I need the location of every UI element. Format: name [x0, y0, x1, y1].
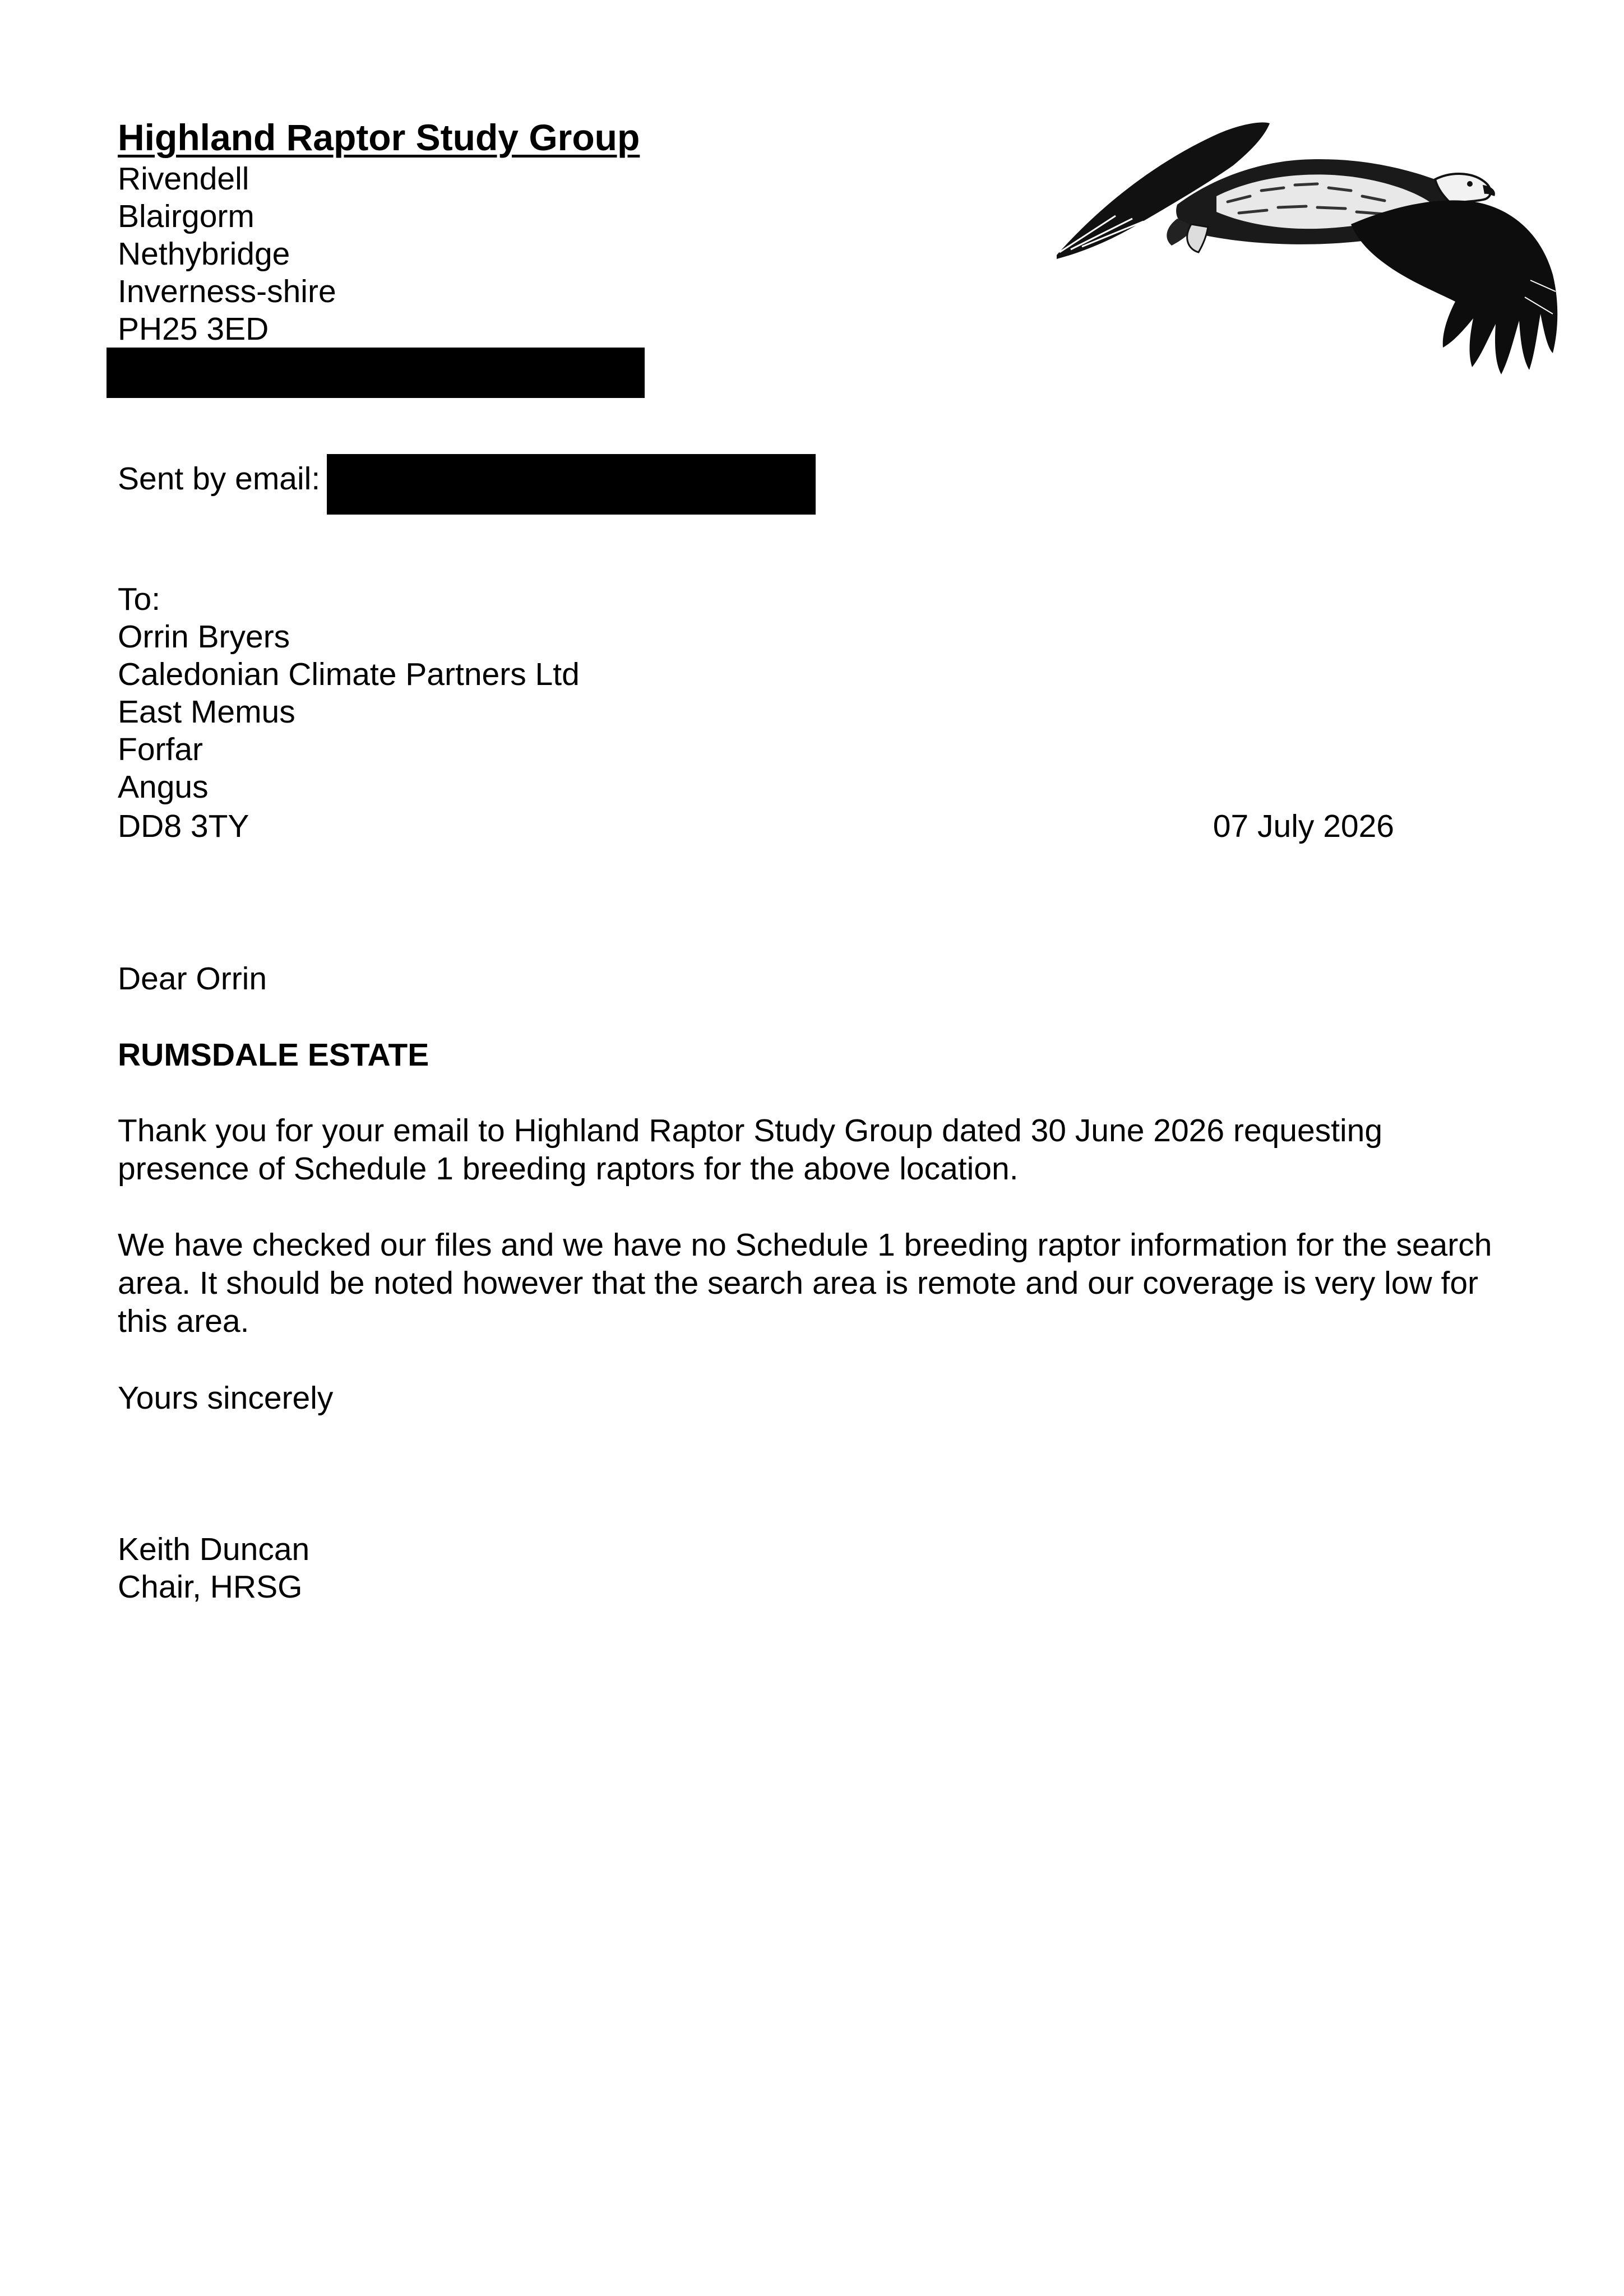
sender-postcode: PH25 3ED — [118, 311, 269, 347]
recipient-name: Orrin Bryers — [118, 619, 290, 655]
recipient-company: Caledonian Climate Partners Ltd — [118, 656, 580, 692]
redacted-phone-block — [107, 348, 645, 398]
sender-address-line-3: Nethybridge — [118, 236, 290, 272]
signatory-name: Keith Duncan — [118, 1531, 310, 1567]
salutation: Dear Orrin — [118, 961, 267, 997]
sender-address-line-2: Blairgorm — [118, 198, 255, 234]
recipient-address-line-1: East Memus — [118, 694, 295, 730]
body-paragraph-2: We have checked our files and we have no Schedule 1 breeding raptor information for the search area. It should be noted however that the search area is remote and our coverage is very low for this area. — [118, 1227, 1492, 1339]
sent-by-email-label: Sent by email: — [118, 461, 321, 497]
redacted-email-block — [327, 454, 816, 515]
letter-date: 07 July 2026 — [1213, 808, 1394, 844]
eagle-icon — [1048, 112, 1564, 392]
letter-subject: RUMSDALE ESTATE — [118, 1037, 429, 1073]
closing: Yours sincerely — [118, 1380, 334, 1416]
sender-org-name: Highland Raptor Study Group — [118, 117, 640, 158]
recipient-address-line-2: Forfar — [118, 732, 203, 767]
recipient-to-label: To: — [118, 581, 161, 617]
sender-address-line-1: Rivendell — [118, 161, 249, 197]
sender-address-line-4: Inverness-shire — [118, 274, 336, 309]
signatory-title: Chair, HRSG — [118, 1569, 303, 1605]
recipient-address-line-3: Angus — [118, 769, 209, 805]
recipient-postcode: DD8 3TY — [118, 808, 249, 844]
body-paragraph-1: Thank you for your email to Highland Raptor Study Group dated 30 June 2026 requesting presence of Schedule 1 breeding raptors for the above location. — [118, 1113, 1383, 1187]
